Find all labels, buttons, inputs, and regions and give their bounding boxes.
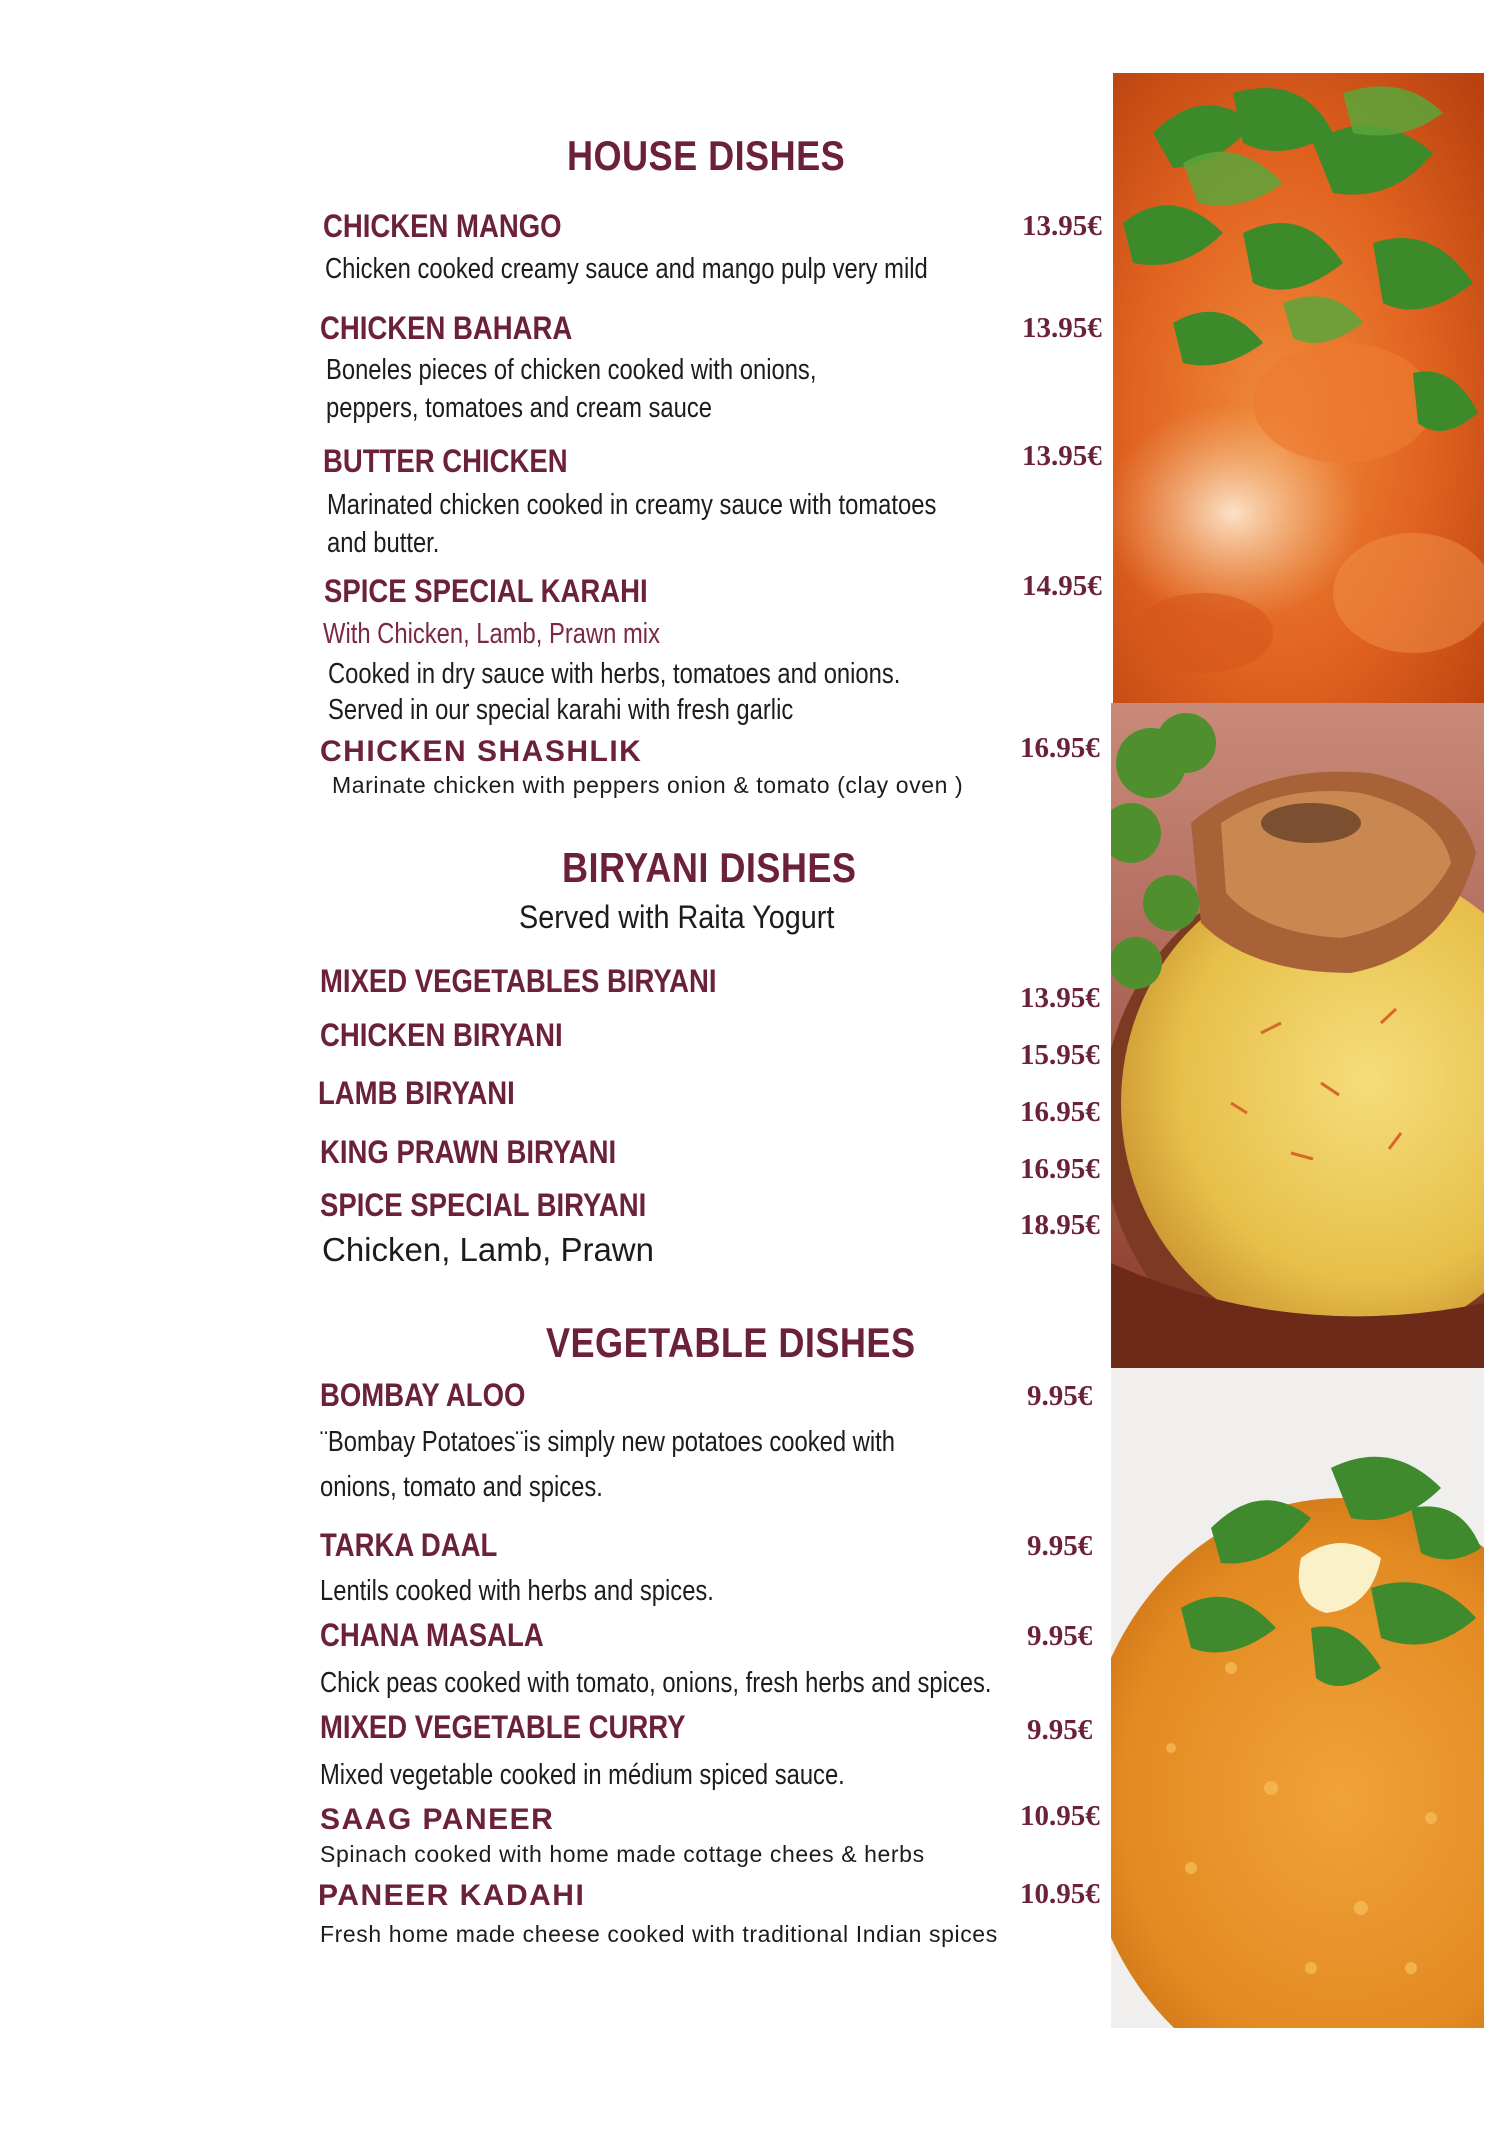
- item-desc-chicken-mango: Chicken cooked creamy sauce and mango pulp very mild: [325, 253, 928, 285]
- item-desc-chicken-shashlik: Marinate chicken with peppers onion & tomato (clay oven ): [332, 772, 964, 798]
- item-desc-spice-special-karahi-2: Served in our special karahi with fresh garlic: [328, 694, 794, 726]
- item-desc-chicken-bahara-1: Boneles pieces of chicken cooked with onions,: [326, 354, 817, 386]
- item-desc-spice-special-karahi-1: Cooked in dry sauce with herbs, tomatoes and onions.: [328, 658, 901, 690]
- item-price-spice-special-karahi: 14.95€: [1022, 570, 1102, 602]
- butter-chicken-photo: [1113, 73, 1484, 703]
- item-desc-butter-chicken-2: and butter.: [327, 527, 440, 559]
- item-price-mixed-vegetables-biryani: 13.95€: [1020, 982, 1100, 1014]
- item-desc-bombay-aloo-2: onions, tomato and spices.: [320, 1471, 603, 1503]
- item-price-mixed-vegetable-curry: 9.95€: [1027, 1714, 1093, 1746]
- item-name-saag-paneer: SAAG PANEER: [320, 1803, 555, 1836]
- item-price-chicken-bahara: 13.95€: [1022, 312, 1102, 344]
- item-name-mixed-vegetable-curry: MIXED VEGETABLE CURRY: [320, 1709, 686, 1745]
- item-price-king-prawn-biryani: 16.95€: [1020, 1153, 1100, 1185]
- item-desc-mixed-vegetable-curry: Mixed vegetable cooked in médium spiced sauce.: [320, 1759, 845, 1791]
- item-desc-chana-masala: Chick peas cooked with tomato, onions, fresh herbs and spices.: [320, 1667, 992, 1699]
- item-name-chicken-biryani: CHICKEN BIRYANI: [320, 1017, 563, 1053]
- item-desc-bombay-aloo-1: ¨Bombay Potatoes¨is simply new potatoes cooked with: [320, 1426, 895, 1458]
- item-name-paneer-kadahi: PANEER KADAHI: [318, 1879, 586, 1912]
- item-price-lamb-biryani: 16.95€: [1020, 1096, 1100, 1128]
- item-price-chicken-mango: 13.95€: [1022, 210, 1102, 242]
- item-price-chana-masala: 9.95€: [1027, 1620, 1093, 1652]
- item-name-chana-masala: CHANA MASALA: [320, 1617, 544, 1653]
- item-desc-spice-special-biryani: Chicken, Lamb, Prawn: [322, 1231, 654, 1268]
- item-price-spice-special-biryani: 18.95€: [1020, 1209, 1100, 1241]
- daal-illustration: [1111, 1368, 1484, 2028]
- item-price-butter-chicken: 13.95€: [1022, 440, 1102, 472]
- item-name-tarka-daal: TARKA DAAL: [320, 1527, 498, 1563]
- biryani-photo: [1111, 703, 1484, 1368]
- daal-photo: [1111, 1368, 1484, 2028]
- item-price-bombay-aloo: 9.95€: [1027, 1380, 1093, 1412]
- item-price-chicken-shashlik: 16.95€: [1020, 732, 1100, 764]
- item-price-chicken-biryani: 15.95€: [1020, 1039, 1100, 1071]
- item-name-spice-special-biryani: SPICE SPECIAL BIRYANI: [320, 1187, 647, 1223]
- item-desc-saag-paneer: Spinach cooked with home made cottage chees & herbs: [320, 1841, 925, 1867]
- item-price-paneer-kadahi: 10.95€: [1020, 1878, 1100, 1910]
- item-desc-chicken-bahara-2: peppers, tomatoes and cream sauce: [326, 392, 712, 424]
- biryani-subtitle: Served with Raita Yogurt: [519, 899, 835, 935]
- biryani-illustration: [1111, 703, 1484, 1368]
- item-name-chicken-shashlik: CHICKEN SHASHLIK: [320, 735, 643, 768]
- butter-chicken-illustration: [1113, 73, 1484, 703]
- item-name-lamb-biryani: LAMB BIRYANI: [318, 1075, 515, 1111]
- vegetable-dishes-title: VEGETABLE DISHES: [546, 1319, 916, 1366]
- item-desc-paneer-kadahi: Fresh home made cheese cooked with traditional Indian spices: [320, 1921, 998, 1947]
- item-name-chicken-bahara: CHICKEN BAHARA: [320, 310, 573, 346]
- item-name-butter-chicken: BUTTER CHICKEN: [323, 443, 568, 479]
- item-desc-butter-chicken-1: Marinated chicken cooked in creamy sauce with tomatoes: [327, 489, 937, 521]
- biryani-dishes-title: BIRYANI DISHES: [562, 844, 857, 891]
- item-name-spice-special-karahi: SPICE SPECIAL KARAHI: [324, 573, 648, 609]
- item-sub-spice-special-karahi: With Chicken, Lamb, Prawn mix: [323, 618, 660, 650]
- item-name-bombay-aloo: BOMBAY ALOO: [320, 1377, 526, 1413]
- item-price-tarka-daal: 9.95€: [1027, 1530, 1093, 1562]
- item-name-mixed-vegetables-biryani: MIXED VEGETABLES BIRYANI: [320, 963, 717, 999]
- item-name-chicken-mango: CHICKEN MANGO: [323, 208, 562, 244]
- item-price-saag-paneer: 10.95€: [1020, 1800, 1100, 1832]
- item-desc-tarka-daal: Lentils cooked with herbs and spices.: [320, 1575, 714, 1607]
- item-name-king-prawn-biryani: KING PRAWN BIRYANI: [320, 1134, 617, 1170]
- house-dishes-title: HOUSE DISHES: [567, 132, 846, 179]
